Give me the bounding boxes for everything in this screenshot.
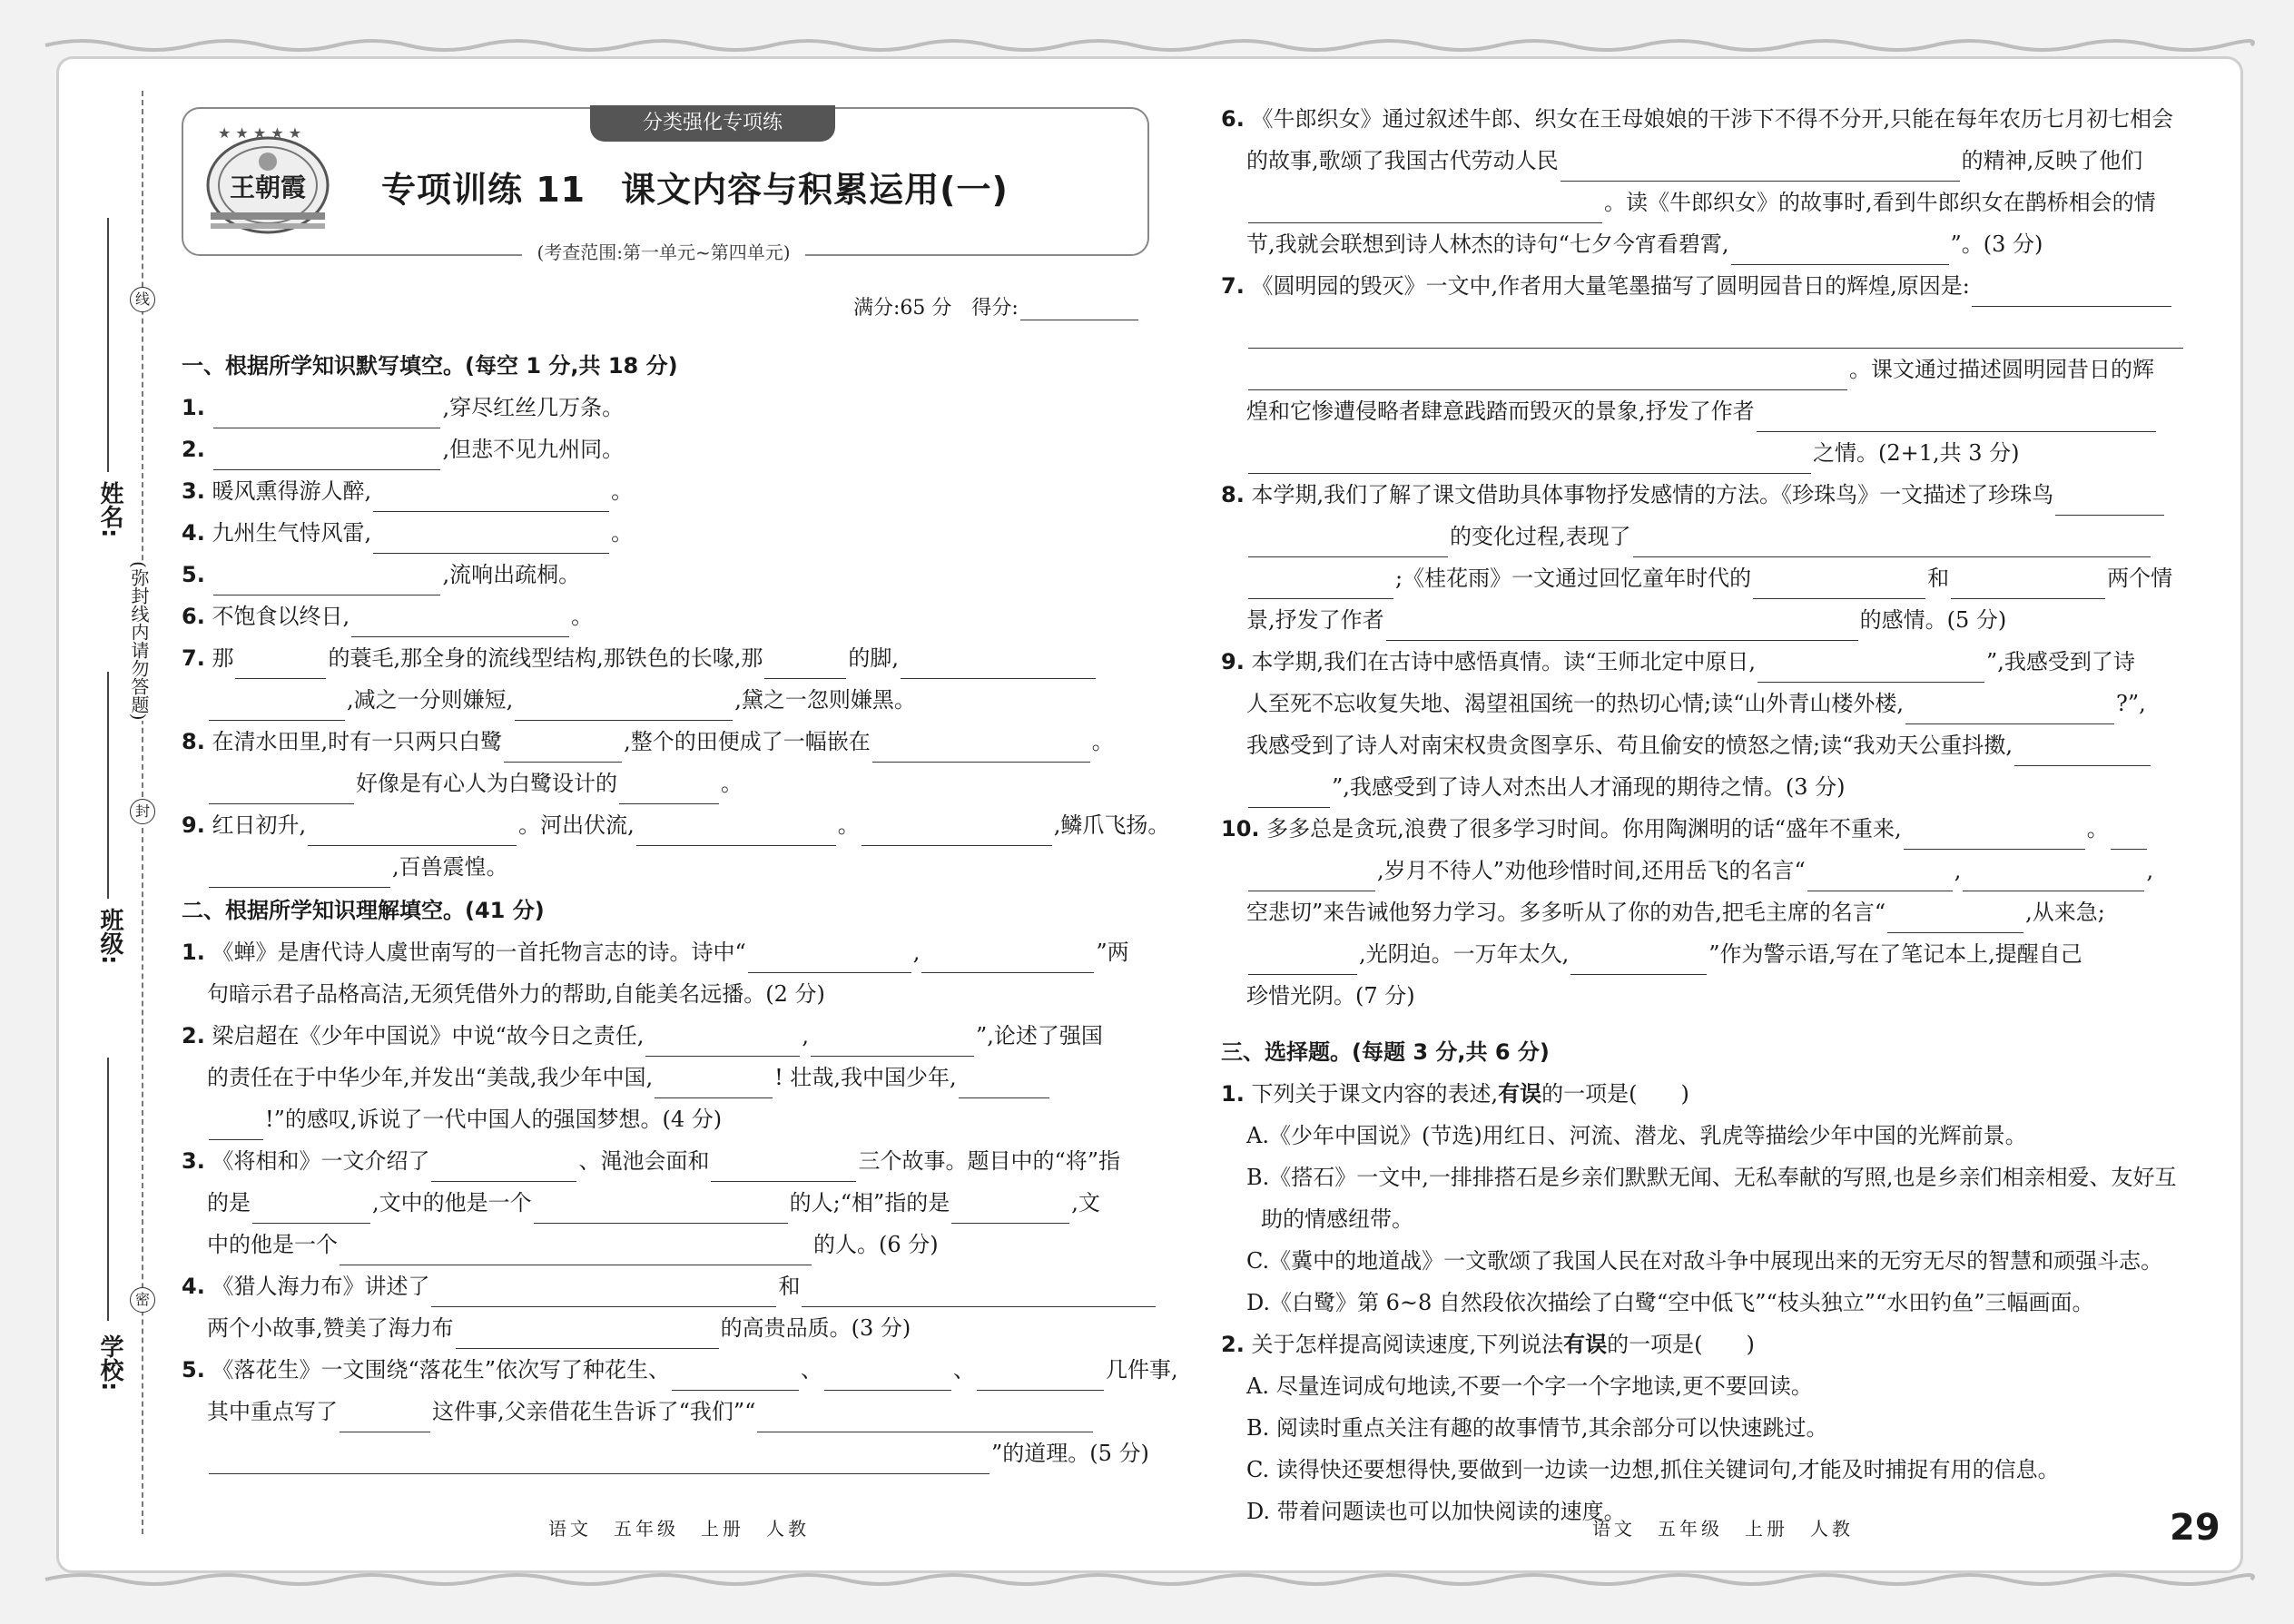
school-field[interactable] xyxy=(107,1058,109,1321)
choice-question-1: 1. 下列关于课文内容的表述,有误的一项是( ) xyxy=(1221,1080,1689,1107)
choice-option-continued: 助的情感纽带。 xyxy=(1261,1206,1413,1232)
blank[interactable] xyxy=(209,1114,263,1140)
blank[interactable] xyxy=(1972,281,2171,307)
brand-logo-icon xyxy=(202,122,334,240)
blank[interactable] xyxy=(672,1364,799,1391)
choice-question-2: 2. 关于怎样提高阅读速度,下列说法有误的一项是( ) xyxy=(1221,1331,1755,1357)
name-field[interactable] xyxy=(107,218,109,472)
blank[interactable] xyxy=(1951,573,2105,599)
blank[interactable] xyxy=(1731,239,1949,265)
header-box xyxy=(182,107,1149,256)
blank[interactable] xyxy=(1248,865,1375,891)
blank[interactable] xyxy=(1753,573,1925,599)
blank[interactable] xyxy=(655,1072,773,1098)
blank[interactable] xyxy=(1561,155,1960,182)
blank[interactable] xyxy=(209,1448,989,1474)
choice-option[interactable]: D.《白鹭》第 6~8 自然段依次描绘了白鹭“空中低飞”“枝头独立”“水田钓鱼”三幅画面。 xyxy=(1246,1290,2094,1315)
page-title: 专项训练 11 课文内容与积累运用(一) xyxy=(381,170,1009,210)
blank[interactable] xyxy=(1905,698,2114,724)
choice-option[interactable]: C.《冀中的地道战》一文歌颂了我国人民在对敌斗争中展现出来的无穷无尽的智慧和顽强斗志。 xyxy=(1246,1248,2163,1274)
section-3-heading: 三、选择题。(每题 3 分,共 6 分) xyxy=(1221,1039,1550,1065)
blank[interactable] xyxy=(636,820,836,846)
blank[interactable] xyxy=(977,1364,1104,1391)
blank[interactable] xyxy=(1248,197,1602,223)
blank[interactable] xyxy=(1757,656,1984,683)
blank[interactable] xyxy=(802,1281,1156,1307)
choice-option[interactable]: A. 尽量连词成句地读,不要一个字一个字地读,更不要回读。 xyxy=(1246,1373,1813,1399)
left-column: 一、根据所学知识默写填空。(每空 1 分,共 18 分) 1. ,穿尽红丝几万条。 2. ,但悲不见九州同。 3. 暖风熏得游人醉, 。 4. 九州生气恃风雷, 。 5. ,流响出疏桐。 6. 不饱食以终日, 。 7. 那 的蓑毛,那全身的流线型结构,那铁色的长喙,那 的脚, ,减之一分则嫌短, ,黛之一忽则嫌黑。 8. 在清水田里,时有一只两只白鹭 ,整个的田便成了一幅嵌在 。 好像是有心人为白鹭设计的 。 9. 红日初升, 。河出伏流, 。 ,鳞爪飞扬。 ,百兽震惶。 二、根据所学知识理解填空。(41 分) 1. 《蝉》是唐代诗人虞世南写的一首托物言志的诗。诗中“ , ”两 句暗示君子品格高洁,无须凭借外力的帮助,自能美名远播。(2 分) 2. 梁启超在《少年中国说》中说“故今日之责任, , ”,论述了强国 的责任在于中华少年,并发出“美哉,我少年中国, ! 壮哉,我中国少年, !”的感叹,诉说了一代中国人的强国梦想。(4 分) 3. 《将相和》一文介绍了 、渑池会面和 三个故事。题目中的“将”指 的是 ,文中的他是一个 的人;“相”指的是 ,文 中的他是一个 的人。(6 分) 4. 《猎人海力布》讲述了 和 两个小故事,赞美了海力布 的高贵品质。(3 分) 5. 《落花生》一文围绕“落花生”依次写了种花生、 、 、 几件事, 其中重点写了 这件事,父亲借花生告诉了“我们”“ ”的道理。(5 分) xyxy=(182,345,1153,1474)
blank[interactable] xyxy=(213,569,440,595)
blank[interactable] xyxy=(757,1406,1093,1432)
blank[interactable] xyxy=(2014,740,2151,766)
blank[interactable] xyxy=(2055,489,2164,516)
section-2-heading: 二、根据所学知识理解填空。(41 分) xyxy=(182,898,545,923)
blank[interactable] xyxy=(764,653,846,679)
blank[interactable] xyxy=(1248,322,2183,349)
svg-text:王朝霞: 王朝霞 xyxy=(229,172,307,202)
blank[interactable] xyxy=(872,736,1090,763)
name-label: 姓名: xyxy=(96,481,123,538)
binding-char-line: 线 xyxy=(130,287,155,312)
blank[interactable] xyxy=(1904,823,2085,850)
right-column: 6. 《牛郎织女》通过叙述牛郎、织女在王母娘娘的干涉下不得不分开,只能在每年农历七月初七相会 的故事,歌颂了我国古代劳动人民 的精神,反映了他们 。读《牛郎织女》的故事时,看到牛郎织女在鹊桥相会的情 节,我就会联想到诗人林杰的诗句“七夕今宵看碧霄, ”。(3 分) 7. 《圆明园的毁灭》一文中,作者用大量笔墨描写了圆明园昔日的辉煌,原因是: 。课文通过描述圆明园昔日的辉 煌和它惨遭侵略者肆意践踏而毁灭的景象,抒发了作者 之情。(2+1,共 3 分) 8. 本学期,我们了解了课文借助具体事物抒发感情的方法。《珍珠鸟》一文描述了珍珠鸟 的变化过程,表现了 ;《桂花雨》一文通过回忆童年时代的 和 两个情 景,抒发了作者 的感情。(5 分) 9. 本学期,我们在古诗中感悟真情。读“王师北定中原日, ”,我感受到了诗 人至死不忘收复失地、渴望祖国统一的热切心情;读“山外青山楼外楼, ?”, 我感受到了诗人对南宋权贵贪图享乐、苟且偷安的愤怒之情;读“我劝天公重抖擞, ”,我感受到了诗人对杰出人才涌现的期待之情。(3 分) 10. 多多总是贪玩,浪费了很多学习时间。你用陶渊明的话“盛年不重来, 。 ,岁月不待人”劝他珍惜时间,还用岳飞的名言“ , , 空悲切”来告诫他努力学习。多多听从了你的劝告,把毛主席的名言“ ,从来急; ,光阴迫。一万年太久, ”作为警示语,写在了笔记本上,提醒自己 珍惜光阴。(7 分) 三、选择题。(每题 3 分,共 6 分) 1. 下列关于课文内容的表述,有误的一项是( ) A.《少年中国说》(节选)用红日、河流、潜龙、乳虎等描绘少年中国的光辉前景。 B.《搭石》一文中,一排排搭石是乡亲们默默无闻、无私奉献的写照,也是乡亲们相亲相爱、友好互 助的情感纽带。 C.《冀中的地道战》一文歌颂了我国人民在对敌斗争中展现出来的无穷无尽的智慧和顽强斗志。 D.《白鹭》第 6~8 自然段依次描绘了白鹭“空中低飞”“枝头独立”“水田钓鱼”三幅画面。 2. 关于怎样提高阅读速度,下列说法有误的一项是( ) A. 尽量连词成句地读,不要一个字一个字地读,更不要回读。 B. 阅读时重点关注有趣的故事情节,其余部分可以快速跳过。 C. 读得快还要想得快,要做到一边读一边想,抓住关键词句,才能及时捕捉有用的信息。 D. 带着问题读也可以加快阅读的速度。 xyxy=(1221,98,2188,1532)
blank[interactable] xyxy=(209,778,354,804)
blank[interactable] xyxy=(921,947,1094,973)
blank[interactable] xyxy=(959,1072,1049,1098)
section-1-heading: 一、根据所学知识默写填空。(每空 1 分,共 18 分) xyxy=(182,353,678,379)
blank[interactable] xyxy=(1807,865,1953,891)
blank[interactable] xyxy=(308,820,517,846)
blank[interactable] xyxy=(645,1030,800,1057)
blank[interactable] xyxy=(619,778,719,804)
blank[interactable] xyxy=(235,653,326,679)
blank[interactable] xyxy=(824,1364,951,1391)
class-label: 班级: xyxy=(96,908,123,965)
blank[interactable] xyxy=(861,820,1052,846)
blank[interactable] xyxy=(252,1197,370,1224)
blank[interactable] xyxy=(1963,865,2144,891)
scope-note: (考查范围:第一单元~第四单元) xyxy=(182,238,1146,264)
blank[interactable] xyxy=(373,527,609,554)
svg-text:★ ★ ★ ★ ★: ★ ★ ★ ★ ★ xyxy=(218,124,302,142)
blank[interactable] xyxy=(1248,364,1847,390)
header-tag: 分类强化专项练 xyxy=(590,105,835,142)
blank[interactable] xyxy=(711,1156,856,1182)
blank[interactable] xyxy=(811,1030,974,1057)
page-number: 29 xyxy=(2170,1507,2220,1549)
blank[interactable] xyxy=(1757,406,2156,432)
score-line: 满分:65 分 得分: xyxy=(853,292,1140,320)
blank[interactable] xyxy=(748,947,911,973)
blank[interactable] xyxy=(351,611,569,637)
blank[interactable] xyxy=(431,1281,776,1307)
blank[interactable] xyxy=(1633,531,2151,557)
blank[interactable] xyxy=(213,444,440,470)
binding-char-seal: 封 xyxy=(130,799,155,824)
choice-option[interactable]: D. 带着问题读也可以加快阅读的速度。 xyxy=(1246,1499,1626,1524)
blank[interactable] xyxy=(1248,448,1811,474)
blank[interactable] xyxy=(534,1197,788,1224)
blank[interactable] xyxy=(515,694,733,721)
choice-option[interactable]: B.《搭石》一文中,一排排搭石是乡亲们默默无闻、无私奉献的写照,也是乡亲们相亲相爱、友好互 xyxy=(1246,1165,2177,1190)
seal-note: (弥封线内请勿答题) xyxy=(127,561,153,721)
blank[interactable] xyxy=(2111,823,2147,850)
blank[interactable] xyxy=(1248,531,1448,557)
class-field[interactable] xyxy=(107,672,109,899)
blank[interactable] xyxy=(340,1239,812,1265)
blank[interactable] xyxy=(209,694,345,721)
footer-right: 语文 五年级 上册 人教 xyxy=(1592,1518,1854,1540)
blank[interactable] xyxy=(504,736,622,763)
footer-left: 语文 五年级 上册 人教 xyxy=(548,1518,810,1540)
blank[interactable] xyxy=(213,402,440,428)
blank[interactable] xyxy=(951,1197,1069,1224)
blank[interactable] xyxy=(456,1323,719,1349)
choice-option[interactable]: B. 阅读时重点关注有趣的故事情节,其余部分可以快速跳过。 xyxy=(1246,1415,1828,1441)
blank[interactable] xyxy=(1248,949,1357,975)
blank[interactable] xyxy=(1248,782,1330,808)
blank[interactable] xyxy=(1386,615,1858,641)
binding-char-mi: 密 xyxy=(130,1287,155,1313)
blank[interactable] xyxy=(340,1406,430,1432)
score-blank[interactable] xyxy=(1020,294,1138,320)
choice-option[interactable]: C. 读得快还要想得快,要做到一边读一边想,抓住关键词句,才能及时捕捉有用的信息。 xyxy=(1246,1457,2060,1482)
blank[interactable] xyxy=(373,486,609,512)
blank[interactable] xyxy=(901,653,1096,679)
blank[interactable] xyxy=(209,861,390,888)
blank[interactable] xyxy=(1248,573,1393,599)
blank[interactable] xyxy=(1570,949,1707,975)
choice-option[interactable]: A.《少年中国说》(节选)用红日、河流、潜龙、乳虎等描绘少年中国的光辉前景。 xyxy=(1246,1123,2027,1148)
blank[interactable] xyxy=(431,1156,576,1182)
blank[interactable] xyxy=(1887,907,2023,933)
school-label: 学校: xyxy=(96,1334,123,1392)
